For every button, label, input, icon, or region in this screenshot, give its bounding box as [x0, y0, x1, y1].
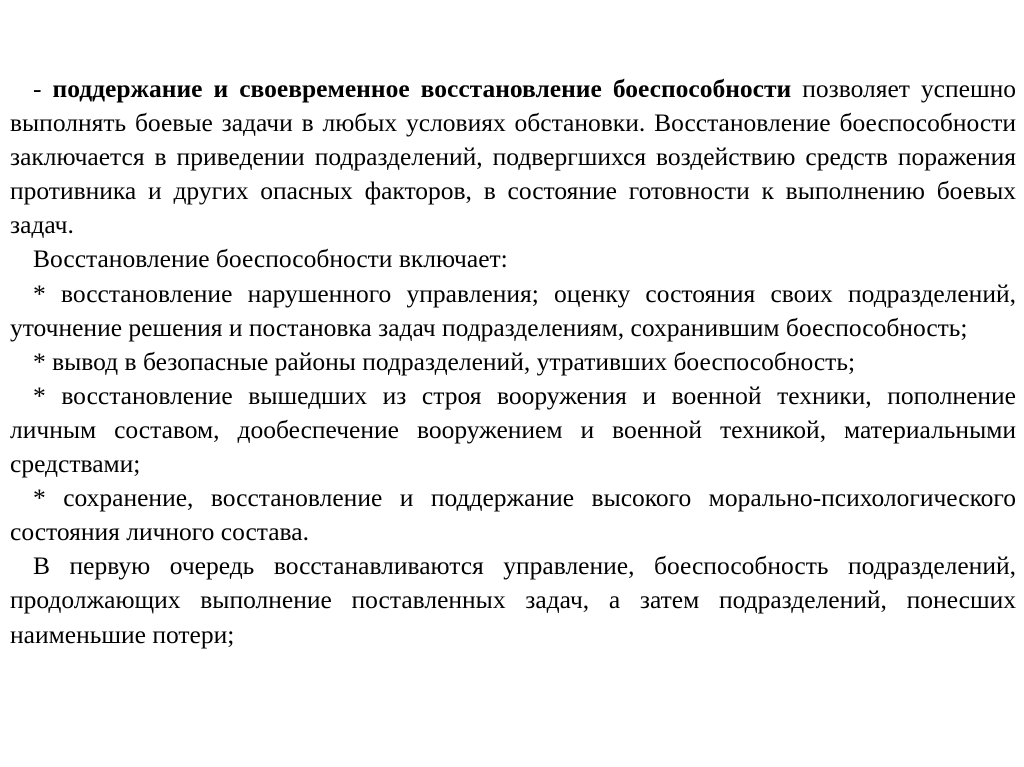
list-item: * восстановление вышедших из строя вооружения и военной техники, пополнение личным составом, дообеспечение вооружением и военной техникой, материальными средствами;	[10, 380, 1016, 479]
list-item: * сохранение, восстановление и поддержание высокого морально-психологического состояния личного состава.	[10, 483, 1016, 547]
slide-body	[10, 72, 1016, 652]
closing-paragraph: В первую очередь восстанавливаются управление, боеспособность подразделений, продолжающих выполнение поставленных задач, а затем подразделений, понесших наименьшие потери;	[10, 551, 1016, 649]
list-item: * восстановление нарушенного управления; оценку состояния своих подразделений, уточнение решения и постановка задач подразделениям, сохранившим боеспособность;	[10, 278, 1016, 342]
intro-paragraph	[10, 72, 1016, 242]
intro-prefix: -	[33, 74, 53, 103]
includes-heading: Восстановление боеспособности включает:	[33, 244, 508, 274]
list-item: * вывод в безопасные районы подразделений, утративших боеспособность;	[33, 346, 856, 376]
intro-text: позволяет успешно выполнять боевые задачи в любых условиях обстановки. Восстановление боеспособности заключается в приведении подразделений, подвергшихся воздействию средств поражения противника и других опасных факторов, в состояние готовности к выполнению боевых задач.	[10, 74, 1017, 240]
intro-bold-phrase: поддержание и своевременное восстановление боеспособности	[52, 74, 792, 103]
